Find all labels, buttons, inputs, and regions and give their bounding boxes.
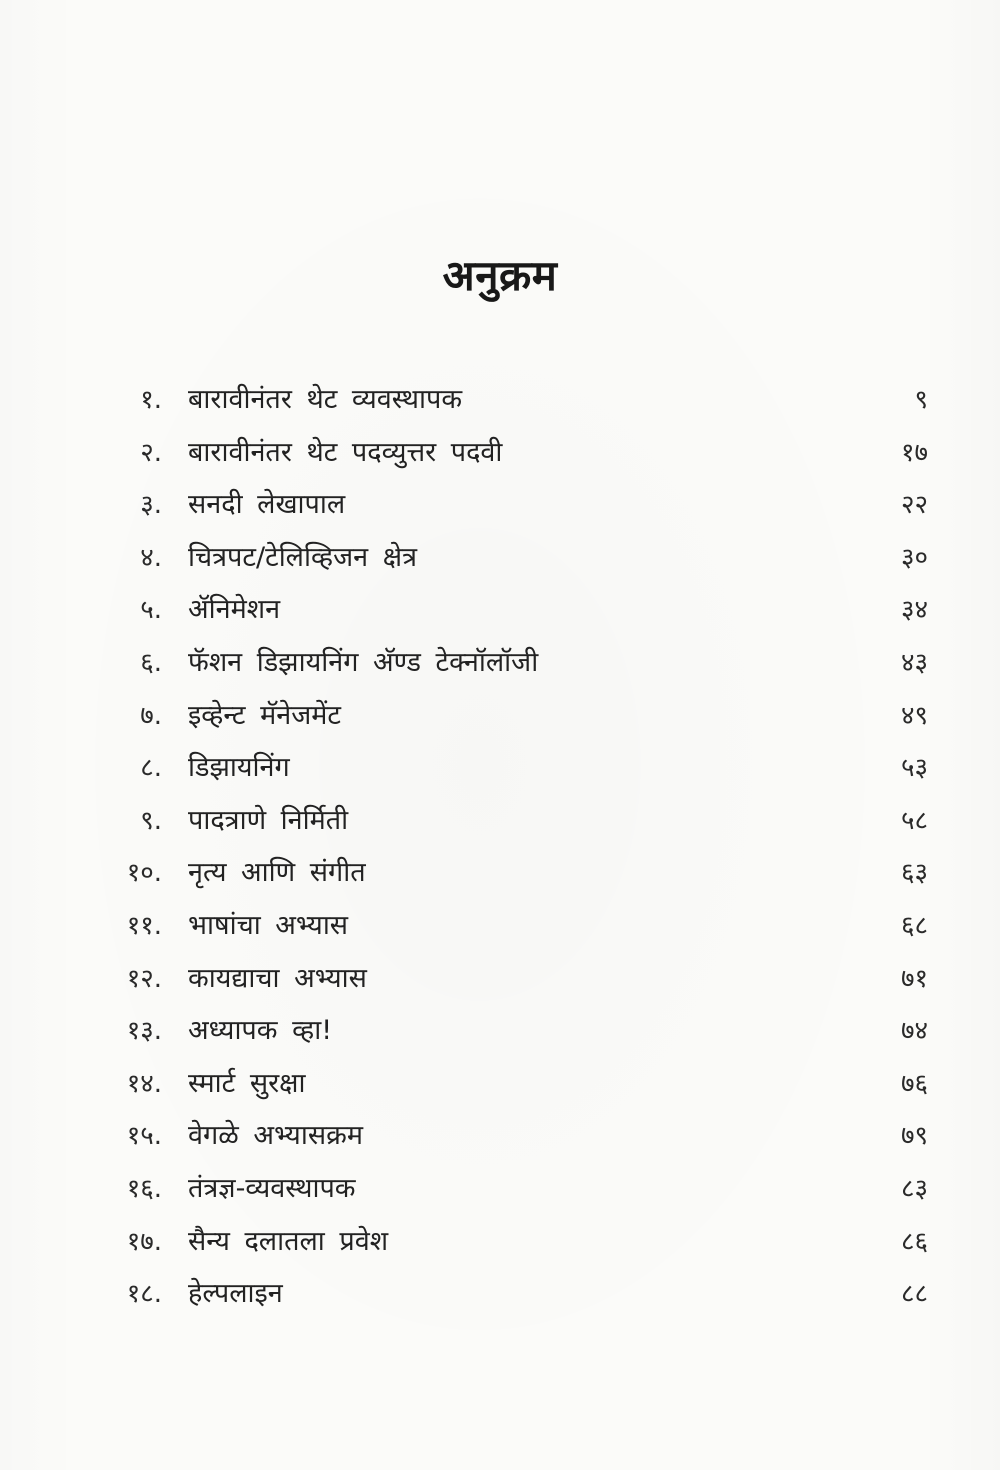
toc-entry-page: ६३ [900,858,928,889]
toc-entry-number: १४. [126,1068,162,1099]
page-title: अनुक्रम [442,251,558,300]
toc-entry-page: ८६ [900,1226,928,1257]
toc-entry-title: अध्यापक व्हा! [188,1015,333,1047]
toc-entry-number: १७. [126,1226,162,1257]
toc-entry-18 [102,1268,928,1321]
toc-entry-title: स्मार्ट सुरक्षा [188,1067,306,1099]
toc-entry-number: ११. [126,910,162,941]
toc-entry-number: ४. [140,542,162,573]
toc-entry-15 [102,1110,928,1163]
toc-entry-page: ७४ [900,1016,928,1047]
toc-entry-title: ॲनिमेशन [188,594,281,626]
toc-entry-page: ८८ [900,1279,928,1310]
toc-entry-title: फॅशन डिझायनिंग अ‍ॅण्ड टेक्नॉलॉजी [188,646,539,678]
toc-entry-6 [102,637,928,690]
toc-entry-page: २२ [900,490,928,521]
toc-entry-title: चित्रपट/टेलिव्हिजन क्षेत्र [188,541,417,573]
toc-entry-number: १५. [126,1121,162,1152]
toc-entry-title: भाषांचा अभ्यास [188,909,349,941]
toc-entry-title: इव्हेन्ट मॅनेजमेंट [188,699,341,731]
table-of-contents [102,374,928,1321]
toc-entry-page: ४३ [900,647,928,678]
toc-entry-title: बारावीनंतर थेट व्यवस्थापक [188,384,463,415]
toc-entry-7 [102,690,928,743]
toc-entry-number: ८. [140,753,162,784]
toc-entry-3 [102,479,928,532]
toc-entry-title: सैन्य दलातला प्रवेश [188,1225,389,1257]
toc-entry-number: १०. [126,858,162,889]
toc-entry-page: ७९ [900,1121,928,1152]
toc-entry-4 [102,532,928,585]
toc-entry-page: १७ [900,437,928,468]
toc-entry-number: ३. [140,490,162,521]
toc-entry-13 [102,1005,928,1058]
toc-entry-page: ४९ [900,700,928,731]
toc-entry-page: ५८ [900,805,928,836]
toc-entry-9 [102,795,928,848]
toc-entry-8 [102,742,928,795]
toc-entry-page: ७१ [900,963,928,994]
toc-entry-title: पादत्राणे निर्मिती [188,804,349,836]
toc-entry-number: १६. [126,1173,162,1204]
toc-entry-16 [102,1163,928,1216]
toc-entry-title: कायद्याचा अभ्यास [188,962,367,994]
toc-entry-number: १८. [126,1279,162,1310]
toc-entry-title: हेल्पलाइन [188,1278,283,1310]
toc-entry-number: २. [140,437,162,468]
toc-entry-number: ६. [140,647,162,678]
toc-entry-number: ५. [140,595,162,626]
toc-entry-11 [102,900,928,953]
toc-entry-page: ५३ [900,753,928,784]
toc-entry-14 [102,1058,928,1111]
toc-entry-1 [102,374,928,427]
toc-entry-number: १. [140,385,162,415]
toc-entry-number: १३. [126,1016,162,1047]
toc-entry-title: वेगळे अभ्यासक्रम [188,1120,363,1152]
toc-entry-number: १२. [126,963,162,994]
toc-entry-page: ८३ [900,1173,928,1204]
toc-entry-page: ३४ [900,595,928,626]
toc-entry-number: ९. [140,805,162,836]
toc-entry-page: ९ [914,385,928,415]
toc-entry-17 [102,1216,928,1269]
toc-entry-title: नृत्य आणि संगीत [188,857,366,889]
toc-entry-title: बारावीनंतर थेट पदव्युत्तर पदवी [188,436,503,468]
toc-entry-page: ३० [900,542,928,573]
toc-entry-page: ६८ [900,910,928,941]
toc-entry-12 [102,953,928,1006]
toc-entry-page: ७६ [900,1068,928,1099]
toc-entry-5 [102,584,928,637]
toc-entry-title: डिझायनिंग [188,752,290,784]
toc-entry-title: सनदी लेखापाल [188,489,346,521]
toc-entry-title: तंत्रज्ञ-व्यवस्थापक [188,1172,356,1204]
toc-entry-2 [102,427,928,480]
toc-entry-10 [102,847,928,900]
toc-entry-number: ७. [140,700,162,731]
